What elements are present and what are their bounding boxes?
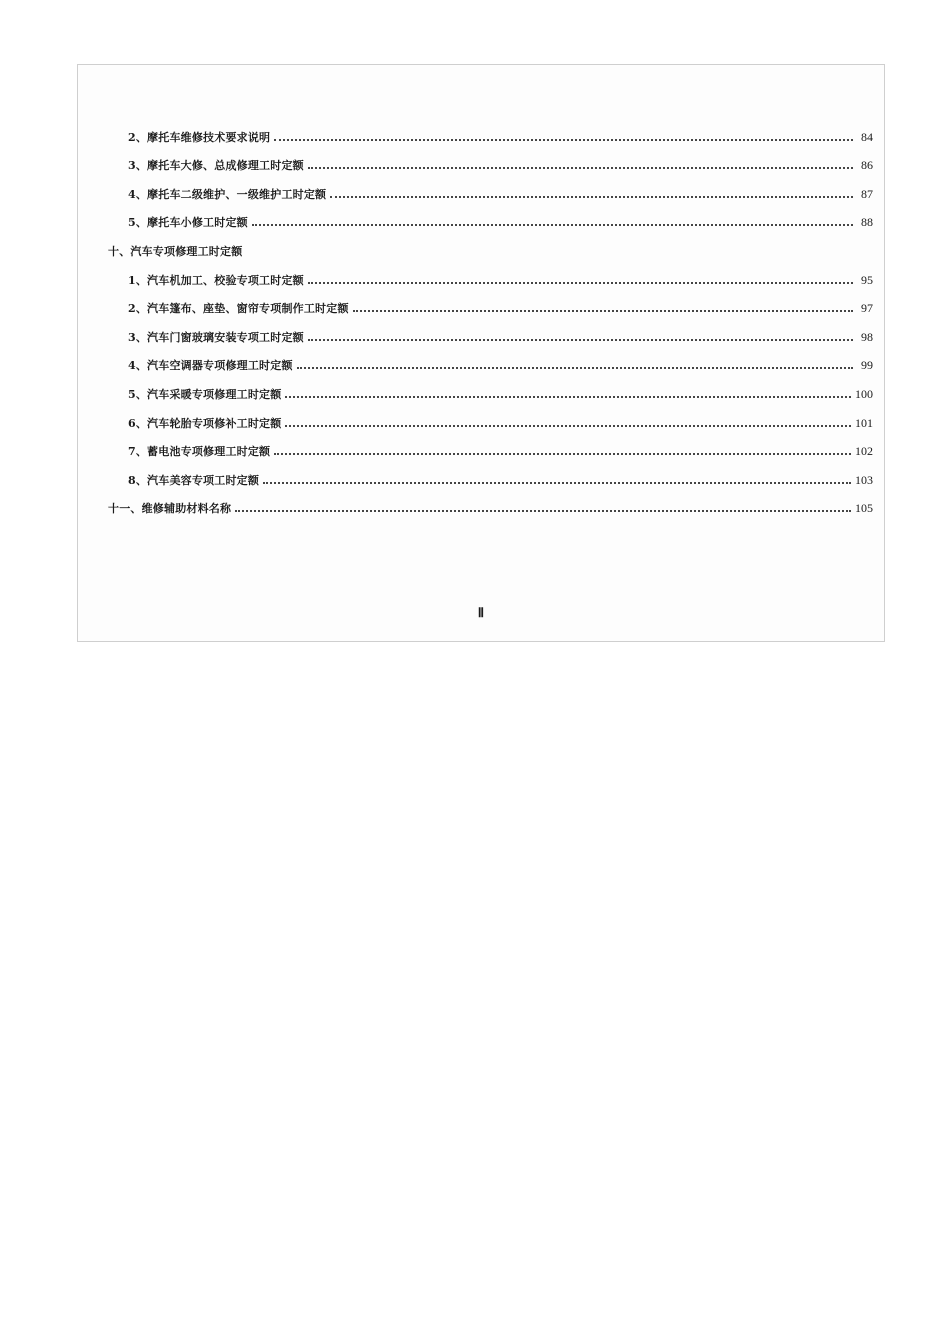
toc-entry [108, 402, 873, 431]
toc-entry-title: 5、摩托车小修工时定额 [128, 216, 248, 230]
toc-leader-dots [274, 453, 851, 455]
toc-entry-page: 97 [861, 301, 873, 316]
page-number: Ⅱ [477, 605, 485, 620]
toc-entry-title: 7、蓄电池专项修理工时定额 [128, 445, 271, 459]
toc-leader-dots [252, 224, 853, 226]
toc-entry [108, 345, 873, 374]
toc-entry [108, 259, 873, 288]
toc-entry [108, 145, 873, 174]
toc-entry-title: 6、汽车轮胎专项修补工时定额 [128, 416, 282, 430]
toc-leader-dots [353, 310, 853, 312]
toc-entry-page: 84 [861, 129, 873, 144]
toc-entry [108, 316, 873, 345]
toc-entry-title: 3、汽车门窗玻璃安装专项工时定额 [128, 330, 304, 344]
table-of-contents [108, 116, 873, 516]
toc-entry [108, 459, 873, 488]
toc-entry-page: 105 [855, 501, 873, 516]
toc-entry-title: 5、汽车采暖专项修理工时定额 [128, 387, 282, 401]
toc-entry-title: 8、汽车美容专项工时定额 [128, 473, 260, 487]
toc-leader-dots [274, 139, 853, 141]
toc-entry-page: 100 [855, 386, 873, 401]
toc-entry-page: 98 [861, 329, 873, 344]
toc-entry-page: 87 [861, 186, 873, 201]
toc-entry-page: 95 [861, 272, 873, 287]
toc-leader-dots [308, 167, 853, 169]
toc-leader-dots [235, 510, 851, 512]
toc-entry [108, 431, 873, 460]
toc-entry-page: 88 [861, 215, 873, 230]
toc-entry [108, 173, 873, 202]
toc-leader-dots [330, 196, 853, 198]
toc-entry-page: 101 [855, 415, 873, 430]
toc-entry-page: 86 [861, 158, 873, 173]
toc-entry-title: 4、汽车空调器专项修理工时定额 [128, 359, 293, 373]
toc-leader-dots [263, 482, 851, 484]
toc-entry-title: 1、汽车机加工、校验专项工时定额 [128, 273, 304, 287]
toc-leader-dots [297, 367, 853, 369]
toc-leader-dots [308, 339, 853, 341]
toc-section-heading [108, 488, 873, 517]
toc-entry [108, 373, 873, 402]
toc-leader-dots [285, 396, 851, 398]
toc-entry-title: 2、摩托车维修技术要求说明 [128, 130, 271, 144]
scanned-page [77, 64, 885, 642]
toc-entry [108, 116, 873, 145]
toc-section-heading [108, 230, 873, 259]
toc-section-title: 十一、维修辅助材料名称 [108, 502, 232, 516]
toc-entry [108, 288, 873, 317]
toc-entry [108, 202, 873, 231]
toc-leader-dots [285, 425, 851, 427]
toc-section-title: 十、汽车专项修理工时定额 [108, 244, 243, 258]
toc-entry-title: 4、摩托车二级维护、一级维护工时定额 [128, 187, 327, 201]
toc-leader-dots [308, 282, 853, 284]
toc-entry-page: 103 [855, 472, 873, 487]
toc-entry-title: 2、汽车篷布、座垫、窗帘专项制作工时定额 [128, 302, 349, 316]
toc-entry-title: 3、摩托车大修、总成修理工时定额 [128, 159, 304, 173]
toc-entry-page: 99 [861, 358, 873, 373]
toc-entry-page: 102 [855, 444, 873, 459]
